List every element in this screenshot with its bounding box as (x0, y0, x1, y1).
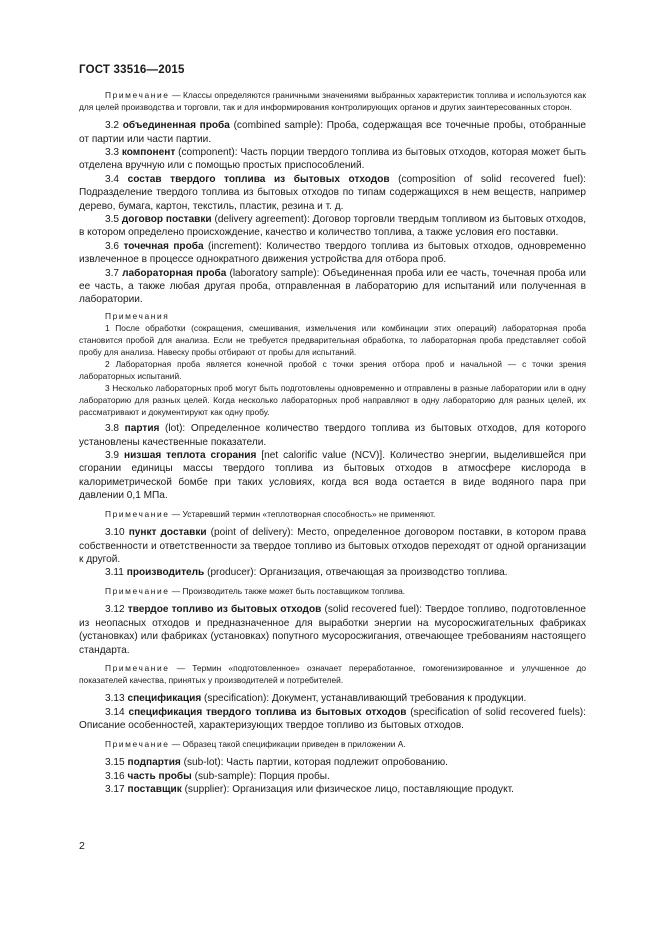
lab-note-2: 2 Лабораторная проба является конечной пробой с точки зрения отбора проб и начальной — с точки зрения лабораторных испытаний. (79, 359, 586, 381)
lab-note-1: 1 После обработки (сокращения, смешивания, измельчения или комбинации этих операций) лабораторная проба становится пробой для анализа. Если не требуется предварительная обработка, то лабораторная проба представляет собой пробу для анализа. Навеску пробы отбирают от пробы для испытаний. (79, 323, 586, 357)
notes-heading: Примечания (105, 310, 170, 321)
term-3-2: 3.2 объединенная проба (combined sample): Проба, содержащая все точечные пробы, отобранные от партии или части партии. (79, 120, 586, 145)
document-body (79, 90, 586, 796)
note-ncv: Примечание — Устаревший термин «теплотворная способность» не применяют. (105, 508, 436, 519)
term-3-7: 3.7 лабораторная проба (laboratory sample): Объединенная проба или ее часть, точечная проба или ее часть, а также любая другая проба, отправленная в лабораторию для испытаний или полученная в лаборатории. (79, 267, 587, 306)
term-3-14: 3.14 спецификация твердого топлива из бытовых отходов (specification of solid recovered fuels): Описание особенностей, характеризующих твердое топливо из бытовых отходов. (79, 706, 586, 732)
term-3-15: 3.15 подпартия (sub-lot): Часть партии, которая подлежит опробованию. (105, 757, 448, 769)
note-srf: Примечание — Термин «подготовленное» означает переработанное, гомогенизированное и улучшенное до показателей качества, принятых у производителей и потребителей. (79, 663, 586, 685)
term-3-13: 3.13 спецификация (specification): Документ, устанавливающий требования к продукции. (105, 693, 527, 705)
note-classes: Примечание — Классы определяются граничными значениями выбранных характеристик топлива и используются как для целей производства и торговли, так и для информирования контролирующих органов и других заинтересованных сторон. (79, 90, 586, 112)
term-3-11: 3.11 производитель (producer): Организация, отвечающая за производство топлива. (105, 567, 508, 579)
term-3-3: 3.3 компонент (component): Часть порции твердого топлива из бытовых отходов, которая может быть отделена вручную или с помощью простых приспособлений. (79, 147, 586, 172)
note-spec: Примечание — Образец такой спецификации приведен в приложении А. (105, 738, 406, 749)
term-3-8: 3.8 партия (lot): Определенное количество твердого топлива из бытовых отходов, для которого установлены качественные показатели. (79, 423, 586, 448)
term-3-5: 3.5 договор поставки (delivery agreement): Договор торговли твердым топливом из бытовых отходов, в котором определено происхождение, качество и количество топлива, а также условия его поставки. (79, 214, 587, 239)
note-label: Примечание (105, 90, 170, 100)
term-3-4: 3.4 состав твердого топлива из бытовых отходов (composition of solid recovered fuel): Подразделение твердого топлива из бытовых отходов по типам содержащихся в нем веществ, например дерево, бумага, картон, текстиль, пластик, резина и т. д. (79, 173, 586, 212)
term-3-17: 3.17 поставщик (supplier): Организация или физическое лицо, поставляющие продукт. (105, 783, 514, 795)
note-producer: Примечание — Производитель также может быть поставщиком топлива. (105, 585, 406, 596)
term-3-10: 3.10 пункт доставки (point of delivery): Место, определенное договором поставки, в котором права собственности и ответственности за твердое топливо из бытовых отходов переходят от одной организации к другой. (79, 527, 586, 566)
lab-note-3: 3 Несколько лабораторных проб могут быть подготовлены одновременно и отправлены в разные лаборатории или в одну лабораторию для разных целей. Когда несколько лабораторных проб направляют в одну лабораторию для разных целей, их рассматривают и документируют как одну пробу. (79, 383, 586, 417)
term-3-12: 3.12 твердое топливо из бытовых отходов (solid recovered fuel): Твердое топливо, подготовленное из неопасных отходов и предназначенное для выработки энергии на мусоросжигательных фабриках (установках) или фабриках (установках) попутного мусоросжигания, отвечающее требованиям настоящего стандарта. (79, 604, 586, 656)
page-number: 2 (79, 840, 85, 852)
term-3-9: 3.9 низшая теплота сгорания [net calorific value (NCV)]. Количество энергии, выделившейся при сгорании единицы массы твердого топлива из бытовых отходов в атмосфере кислорода в калориметрической бомбе при таких условиях, когда вся вода остается в виде водяного пара при давлении 0,1 МПа. (79, 450, 586, 502)
term-3-16: 3.16 часть пробы (sub-sample): Порция пробы. (105, 770, 330, 782)
term-3-6: 3.6 точечная проба (increment): Количество твердого топлива из бытовых отходов, одновременно извлеченное в процессе однократного движения устройства для отбора проб. (79, 240, 586, 266)
document-header: ГОСТ 33516—2015 (79, 64, 185, 76)
